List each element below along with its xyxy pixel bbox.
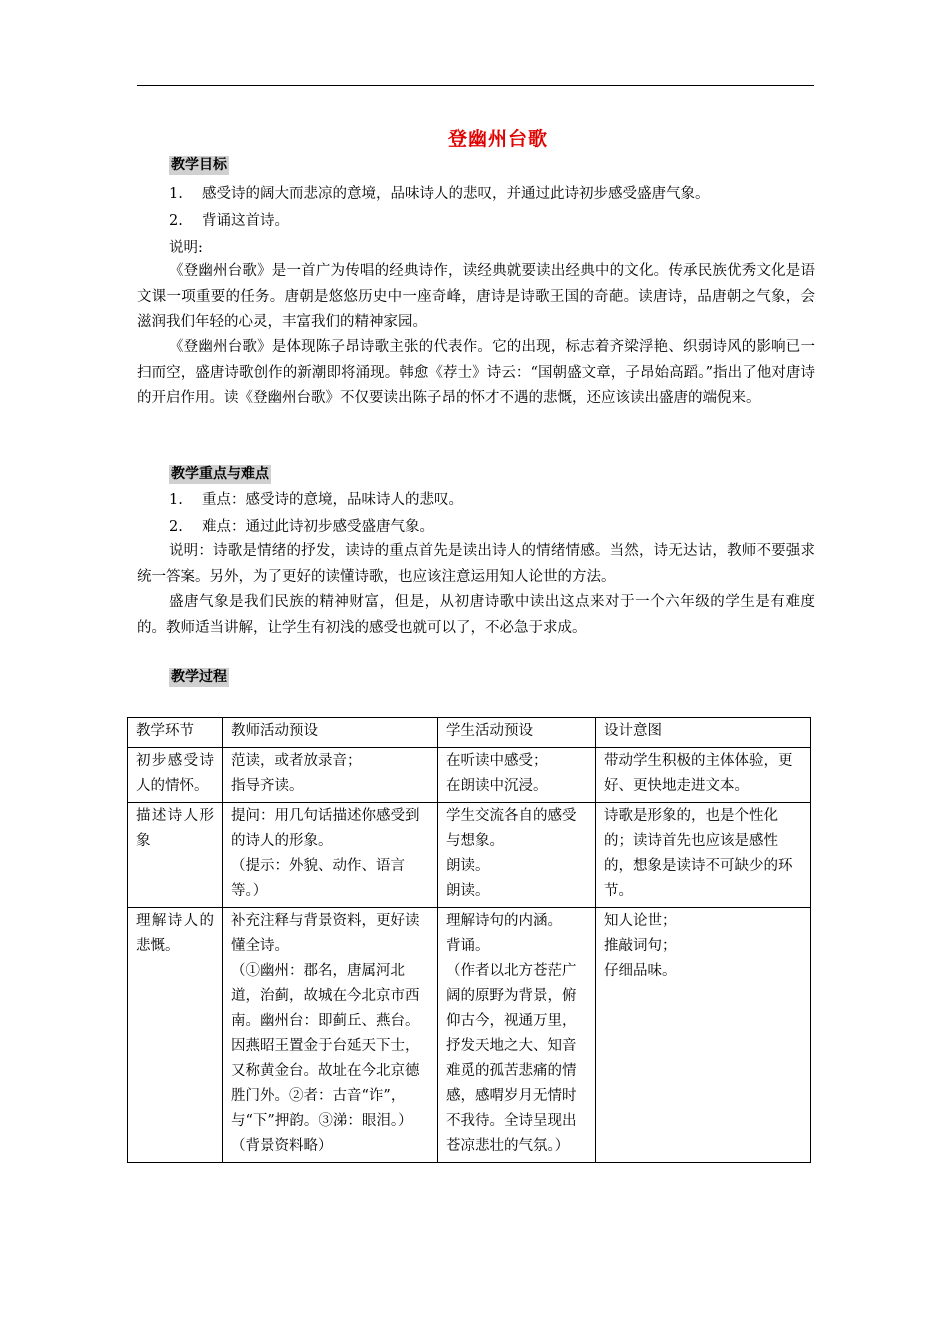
column-header: 学生活动预设 xyxy=(438,718,596,748)
column-header: 设计意图 xyxy=(596,718,811,748)
cell-line: 诗歌是形象的，也是个性化的；读诗首先也应该是感性的，想象是读诗不可缺少的环节。 xyxy=(604,808,793,899)
key-point-number: 1. xyxy=(169,492,183,508)
cell-line: 提问：用几句话描述你感受到的诗人的形象。 xyxy=(231,808,420,849)
table-row xyxy=(128,908,811,1163)
intent-cell xyxy=(596,748,811,803)
section-heading-process: 教学过程 xyxy=(171,669,227,685)
key-point-item xyxy=(169,517,434,537)
cell-line: 带动学生积极的主体体验，更好、更快地走进文本。 xyxy=(604,753,793,794)
key-point-text: 重点：感受诗的意境，品味诗人的悲叹。 xyxy=(202,492,463,508)
stage-cell: 描述诗人形象 xyxy=(128,803,223,908)
cell-line: 朗读。 xyxy=(446,883,490,899)
table-row xyxy=(128,803,811,908)
teacher-cell xyxy=(223,748,438,803)
cell-line: 推敲词句； xyxy=(604,938,677,954)
cell-line: （作者以北方苍茫广阔的原野为背景，俯仰古今，视通万里，抒发天地之大、知音难觅的孤苦悲痛的情感，感喟岁月无情时不我待。全诗呈现出苍凉悲壮的气氛。） xyxy=(446,963,577,1154)
goal-item-number: 2. xyxy=(169,213,183,229)
key-point-item xyxy=(169,490,463,510)
teacher-cell xyxy=(223,908,438,1163)
page-title: 登幽州台歌 xyxy=(447,128,548,150)
goal-item xyxy=(169,184,710,204)
cell-line: 学生交流各自的感受与想象。 xyxy=(446,808,577,849)
student-cell xyxy=(438,748,596,803)
cell-line: 指导齐读。 xyxy=(231,778,304,794)
cell-line: 知人论世； xyxy=(604,913,677,929)
cell-line: 仔细品味。 xyxy=(604,963,677,979)
cell-line: 在听读中感受； xyxy=(446,753,548,769)
table-row xyxy=(128,748,811,803)
goal-item-text: 背诵这首诗。 xyxy=(202,213,289,229)
key-point-text: 难点：通过此诗初步感受盛唐气象。 xyxy=(202,519,434,535)
teacher-cell xyxy=(223,803,438,908)
goals-paragraph: 《登幽州台歌》是体现陈子昂诗歌主张的代表作。它的出现，标志着齐梁浮艳、织弱诗风的影响已一扫而空，盛唐诗歌创作的新潮即将涌现。韩愈《荐士》诗云：“国朝盛文章，子昂始高蹈。”指出了他对唐诗的开启作用。读《登幽州台歌》不仅要读出陈子昂的怀才不遇的悲慨，还应该读出盛唐的端倪来。 xyxy=(137,339,815,406)
table-header-row xyxy=(128,718,811,748)
section-heading-goals: 教学目标 xyxy=(171,157,227,173)
goal-item-text: 感受诗的阔大而悲凉的意境，品味诗人的悲叹，并通过此诗初步感受盛唐气象。 xyxy=(202,186,710,202)
intent-cell xyxy=(596,803,811,908)
student-cell xyxy=(438,803,596,908)
stage-cell: 理解诗人的悲慨。 xyxy=(128,908,223,1163)
cell-line: 在朗读中沉浸。 xyxy=(446,778,548,794)
cell-line: 范读，或者放录音； xyxy=(231,753,362,769)
key-points-paragraph: 说明：诗歌是情绪的抒发，读诗的重点首先是读出诗人的情绪情感。当然，诗无达诂，教师不要强求统一答案。另外，为了更好的读懂诗歌，也应该注意运用知人论世的方法。 xyxy=(137,543,815,585)
column-header: 教学环节 xyxy=(128,718,223,748)
cell-line: （提示：外貌、动作、语言等。） xyxy=(231,858,405,899)
cell-line: 朗读。 xyxy=(446,858,490,874)
header-rule xyxy=(137,85,814,86)
goals-paragraph: 《登幽州台歌》是一首广为传唱的经典诗作，读经典就要读出经典中的文化。传承民族优秀文化是语文课一项重要的任务。唐朝是悠悠历史中一座奇峰，唐诗是诗歌王国的奇葩。读唐诗，品唐朝之气象，会滋润我们年轻的心灵，丰富我们的精神家园。 xyxy=(137,263,815,330)
cell-line: 背诵。 xyxy=(446,938,490,954)
intent-cell xyxy=(596,908,811,1163)
key-points-paragraph: 盛唐气象是我们民族的精神财富，但是，从初唐诗歌中读出这点来对于一个六年级的学生是有难度的。教师适当讲解，让学生有初浅的感受也就可以了，不必急于求成。 xyxy=(137,594,815,636)
section-heading-key-points: 教学重点与难点 xyxy=(171,466,269,482)
cell-line: 理解诗句的内涵。 xyxy=(446,913,562,929)
goals-note-label: 说明: xyxy=(169,240,203,256)
goal-item-number: 1. xyxy=(169,186,183,202)
cell-line: 补充注释与背景资料，更好读懂全诗。 xyxy=(231,913,420,954)
column-header: 教师活动预设 xyxy=(223,718,438,748)
teaching-process-table xyxy=(127,717,811,1163)
cell-line: （①幽州：郡名，唐属河北道，治蓟，故城在今北京市西南。幽州台：即蓟丘、燕台。因燕昭王置金于台延天下士，又称黄金台。故址在今北京德胜门外。②者：古音“诈”，与“下”押韵。③涕：眼泪。） xyxy=(231,963,420,1129)
stage-cell: 初步感受诗人的情怀。 xyxy=(128,748,223,803)
cell-line: （背景资料略） xyxy=(231,1138,333,1154)
key-point-number: 2. xyxy=(169,519,183,535)
goal-item xyxy=(169,211,289,231)
student-cell xyxy=(438,908,596,1163)
